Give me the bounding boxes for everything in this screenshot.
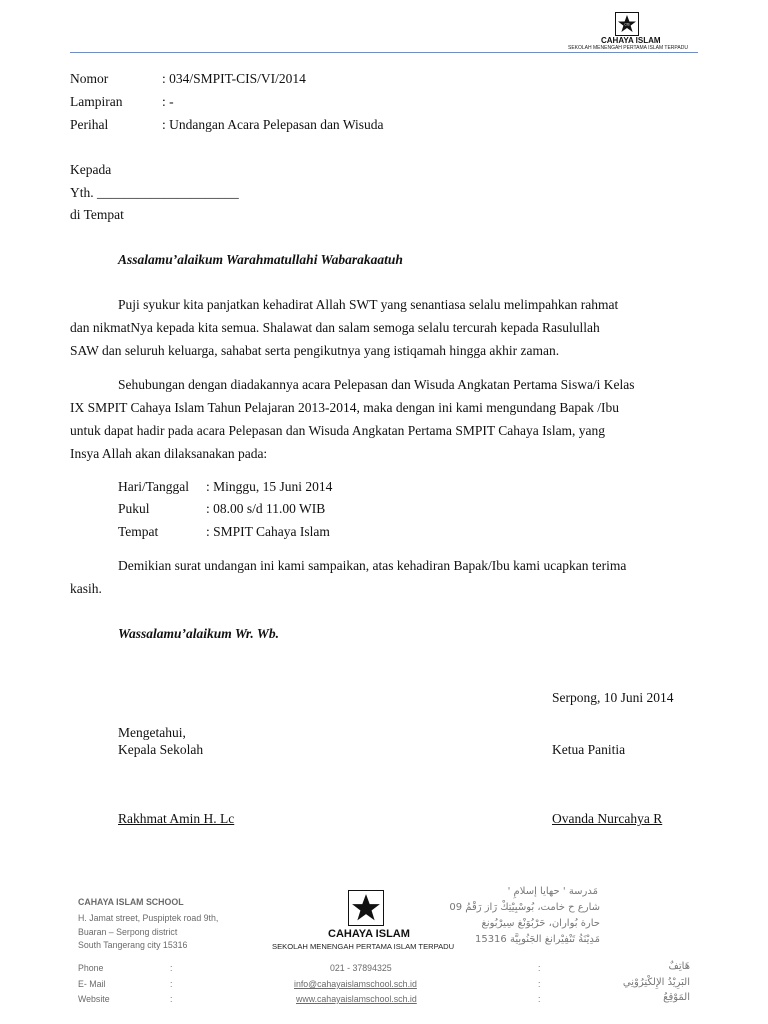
footer-arabic-line-1: مَدرسة ' حهايا إسلامِ ': [507, 886, 598, 897]
meta-perihal-value: : Undangan Acara Pelepasan dan Wisuda: [162, 117, 384, 132]
footer-star-icon: [349, 891, 383, 925]
arabic-label-website: المَوْقِعُ: [663, 992, 690, 1003]
closing-line-2: kasih.: [70, 581, 102, 596]
header-divider: [70, 52, 698, 53]
closing-greeting: Wassalamu’alaikum Wr. Wb.: [118, 626, 280, 641]
recipient-to: Kepada: [70, 162, 112, 177]
paragraph-2-line-4: Insya Allah akan dilaksanakan pada:: [70, 446, 268, 461]
footer-school-name: CAHAYA ISLAM SCHOOL: [78, 897, 184, 907]
contact-email-sep: :: [170, 979, 173, 989]
paragraph-1-line-1: Puji syukur kita panjatkan kehadirat Allah SWT yang senantiasa selalu melimpahkan rahmat: [118, 297, 619, 312]
meta-nomor-value: : 034/SMPIT-CIS/VI/2014: [162, 71, 306, 86]
footer-address-line-1: H. Jamat street, Puspiptek road 9th,: [78, 913, 219, 923]
meta-lampiran-label: Lampiran: [70, 94, 123, 109]
meta-perihal-label: Perihal: [70, 117, 109, 132]
contact-email-link[interactable]: info@cahayaislamschool.sch.id: [294, 979, 417, 989]
footer-arabic-line-3: حارة بُواران، حَرْبُوَنْغ سِيرْبُونغ: [481, 918, 600, 929]
opening-greeting: Assalamu’alaikum Warahmatullahi Wabarakaatuh: [118, 252, 403, 267]
meta-lampiran-value: : -: [162, 94, 174, 109]
contact-phone-label: Phone: [78, 963, 104, 973]
paragraph-1-line-3: SAW dan seluruh keluarga, sahabat serta pengikutnya yang istiqamah hingga akhir zaman.: [70, 343, 560, 358]
paragraph-2-line-1: Sehubungan dengan diadakannya acara Pelepasan dan Wisuda Angkatan Pertama Siswa/i Kelas: [118, 377, 635, 392]
star-icon: [616, 13, 638, 35]
footer-brand-subtitle: SEKOLAH MENENGAH PERTAMA ISLAM TERPADU: [272, 942, 455, 951]
event-date-value: : Minggu, 15 Juni 2014: [206, 479, 333, 494]
header-school-subtitle: SEKOLAH MENENGAH PERTAMA ISLAM TERPADU: [568, 45, 688, 51]
arabic-label-email: البَرِيْدُ الإِلكْتِرُوْنِي: [622, 977, 690, 988]
event-place-label: Tempat: [118, 524, 159, 539]
recipient-name-line: Yth. _____________________: [70, 185, 239, 200]
footer-brand-name: CAHAYA ISLAM: [328, 928, 410, 940]
footer-address-line-3: South Tangerang city 15316: [78, 940, 188, 950]
signature-right-title: Ketua Panitia: [552, 742, 626, 757]
signature-right-name: Ovanda Nurcahya R: [552, 811, 663, 826]
contact-email-label: E- Mail: [78, 979, 106, 989]
arabic-sep-2: :: [538, 979, 541, 989]
meta-nomor-label: Nomor: [70, 71, 109, 86]
contact-website-link[interactable]: www.cahayaislamschool.sch.id: [296, 994, 417, 1004]
signature-acknowledge: Mengetahui,: [118, 725, 186, 740]
arabic-sep-3: :: [538, 994, 541, 1004]
footer-arabic-line-2: شارع ح خامت، ‏بُوسْبِيْتِكْ رَاز رَقْمُ 09: [449, 902, 600, 913]
recipient-place: di Tempat: [70, 207, 124, 222]
place-date: Serpong, 10 Juni 2014: [552, 690, 674, 705]
event-time-value: : 08.00 s/d 11.00 WIB: [206, 501, 326, 516]
signature-left-name: Rakhmat Amin H. Lc: [118, 811, 235, 826]
arabic-sep-1: :: [538, 963, 541, 973]
footer-arabic-line-4: مَدِيْنَةُ تَنْفِيْرانغ الجَنُوبِيَّة 15316: [474, 934, 600, 945]
logo-initials: CIS: [624, 22, 630, 27]
contact-phone-value: 021 - 37894325: [330, 963, 392, 973]
event-place-value: : SMPIT Cahaya Islam: [206, 524, 330, 539]
contact-website-label: Website: [78, 994, 110, 1004]
event-time-label: Pukul: [118, 501, 150, 516]
signature-left-title: Kepala Sekolah: [118, 742, 204, 757]
school-logo: [615, 12, 639, 36]
paragraph-2-line-3: untuk dapat hadir pada acara Pelepasan dan Wisuda Angkatan Pertama SMPIT Cahaya Islam, yang: [70, 423, 606, 438]
event-date-label: Hari/Tanggal: [118, 479, 190, 494]
header-school-name: CAHAYA ISLAM: [601, 36, 661, 45]
footer-address-line-2: Buaran – Serpong district: [78, 927, 178, 937]
closing-line-1: Demikian surat undangan ini kami sampaikan, atas kehadiran Bapak/Ibu kami ucapkan terima: [118, 558, 627, 573]
paragraph-1-line-2: dan nikmatNya kepada kita semua. Shalawat dan salam semoga selalu tercurah kepada Rasulullah: [70, 320, 600, 335]
paragraph-2-line-2: IX SMPIT Cahaya Islam Tahun Pelajaran 2013-2014, maka dengan ini kami mengundang Bapak /Ibu: [70, 400, 619, 415]
arabic-label-phone: هَاتِفٌ: [668, 961, 690, 972]
contact-website-sep: :: [170, 994, 173, 1004]
contact-phone-sep: :: [170, 963, 173, 973]
footer-logo: [348, 890, 384, 926]
